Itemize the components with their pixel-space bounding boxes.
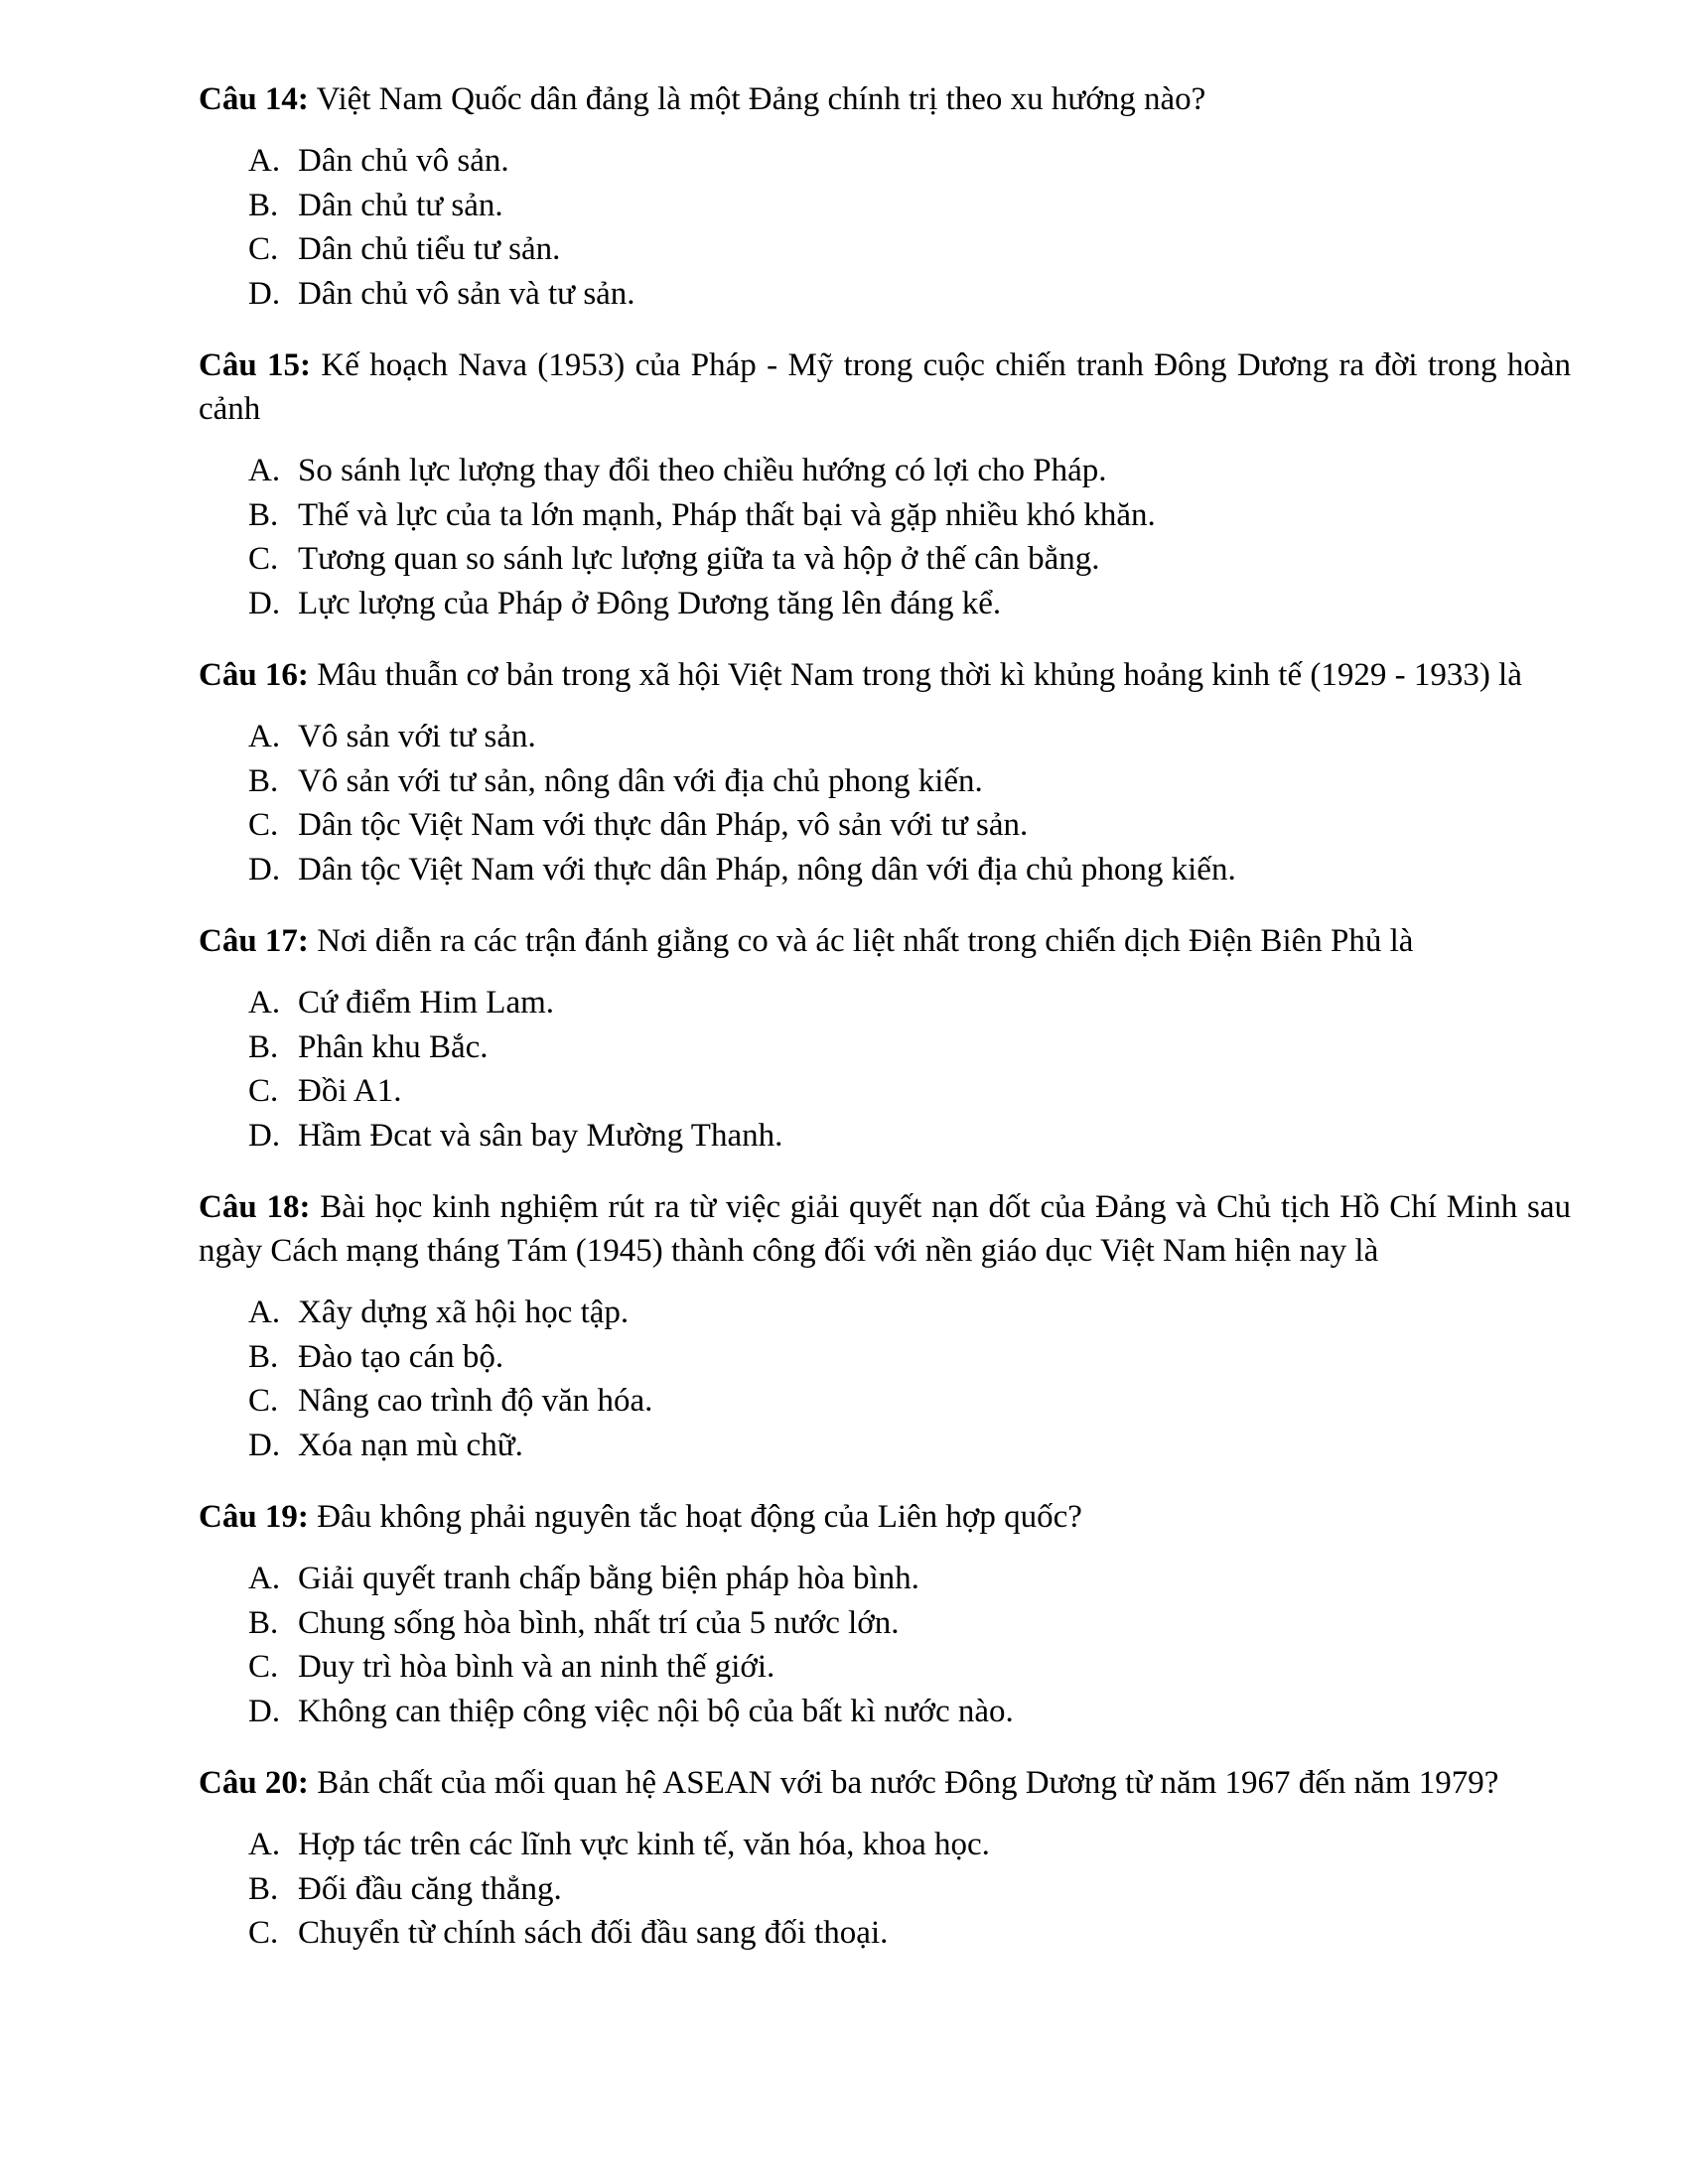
answer-option <box>248 139 1571 184</box>
option-text: Tương quan so sánh lực lượng giữa ta và hộp ở thế cân bằng. <box>298 541 1100 577</box>
question-stem <box>199 77 1571 121</box>
option-letter: A. <box>248 143 281 179</box>
answer-option <box>248 1379 1571 1424</box>
answer-options <box>199 1291 1571 1467</box>
answer-options <box>199 139 1571 316</box>
question-stem <box>199 653 1571 697</box>
answer-option <box>248 1069 1571 1114</box>
answer-option <box>248 1823 1571 1867</box>
question-number: Câu 19: <box>199 1499 309 1535</box>
option-text: Hợp tác trên các lĩnh vực kinh tế, văn hóa, khoa học. <box>298 1827 990 1862</box>
answer-option <box>248 272 1571 317</box>
option-text: Xóa nạn mù chữ. <box>298 1427 523 1463</box>
option-letter: A. <box>248 1827 281 1862</box>
question-number: Câu 18: <box>199 1189 311 1225</box>
option-letter: C. <box>248 231 279 267</box>
question-block <box>199 343 1571 625</box>
document-page <box>199 77 1571 1983</box>
answer-option <box>248 1645 1571 1690</box>
option-letter: C. <box>248 1915 279 1951</box>
option-letter: C. <box>248 541 279 577</box>
question-number: Câu 20: <box>199 1765 309 1801</box>
option-text: So sánh lực lượng thay đổi theo chiều hướng có lợi cho Pháp. <box>298 453 1107 488</box>
option-letter: B. <box>248 187 279 223</box>
question-block <box>199 919 1571 1158</box>
option-letter: D. <box>248 1117 281 1154</box>
answer-option <box>248 1690 1571 1734</box>
question-text: Mâu thuẫn cơ bản trong xã hội Việt Nam trong thời kì khủng hoảng kinh tế (1929 - 1933) là <box>317 657 1522 693</box>
answer-option <box>248 1911 1571 1956</box>
option-letter: B. <box>248 1028 279 1065</box>
option-text: Thế và lực của ta lớn mạnh, Pháp thất bại và gặp nhiều khó khăn. <box>298 496 1156 533</box>
answer-option <box>248 1025 1571 1070</box>
option-letter: A. <box>248 453 281 488</box>
option-letter: A. <box>248 1561 281 1596</box>
option-letter: C. <box>248 807 279 843</box>
answer-option <box>248 715 1571 759</box>
answer-option <box>248 1867 1571 1912</box>
option-text: Hầm Đcat và sân bay Mường Thanh. <box>298 1117 783 1154</box>
question-stem <box>199 1761 1571 1805</box>
question-text: Việt Nam Quốc dân đảng là một Đảng chính trị theo xu hướng nào? <box>316 81 1206 117</box>
answer-option <box>248 449 1571 493</box>
answer-option <box>248 493 1571 538</box>
option-letter: D. <box>248 585 281 621</box>
question-block <box>199 1185 1571 1467</box>
option-letter: C. <box>248 1649 279 1685</box>
answer-options <box>199 981 1571 1158</box>
option-text: Dân chủ vô sản. <box>298 143 509 179</box>
option-letter: A. <box>248 719 281 754</box>
option-text: Xây dựng xã hội học tập. <box>298 1295 630 1330</box>
question-stem <box>199 343 1571 431</box>
answer-options <box>199 1823 1571 1956</box>
question-block <box>199 653 1571 891</box>
answer-option <box>248 1424 1571 1468</box>
question-text: Nơi diễn ra các trận đánh giằng co và ác liệt nhất trong chiến dịch Điện Biên Phủ là <box>317 923 1414 959</box>
question-number: Câu 14: <box>199 81 309 117</box>
answer-option <box>248 1601 1571 1646</box>
answer-option <box>248 582 1571 626</box>
option-letter: B. <box>248 1338 279 1375</box>
answer-options <box>199 449 1571 625</box>
option-letter: B. <box>248 496 279 533</box>
answer-option <box>248 227 1571 272</box>
answer-options <box>199 1557 1571 1733</box>
answer-option <box>248 981 1571 1025</box>
option-text: Đào tạo cán bộ. <box>298 1338 504 1375</box>
answer-option <box>248 803 1571 848</box>
question-stem <box>199 1495 1571 1539</box>
option-text: Đồi A1. <box>298 1073 402 1109</box>
answer-option <box>248 1557 1571 1601</box>
answer-option <box>248 1335 1571 1380</box>
answer-option <box>248 184 1571 228</box>
option-text: Cứ điểm Him Lam. <box>298 985 555 1021</box>
option-text: Lực lượng của Pháp ở Đông Dương tăng lên đáng kể. <box>298 585 1002 621</box>
option-letter: D. <box>248 1693 281 1729</box>
option-text: Dân tộc Việt Nam với thực dân Pháp, vô sản với tư sản. <box>298 807 1029 843</box>
option-letter: C. <box>248 1073 279 1109</box>
question-text: Kế hoạch Nava (1953) của Pháp - Mỹ trong cuộc chiến tranh Đông Dương ra đời trong hoàn cảnh <box>199 347 1571 427</box>
question-number: Câu 17: <box>199 923 309 959</box>
question-stem <box>199 1185 1571 1273</box>
question-number: Câu 15: <box>199 347 312 383</box>
option-letter: A. <box>248 1295 281 1330</box>
option-letter: B. <box>248 1870 279 1907</box>
question-text: Đâu không phải nguyên tắc hoạt động của Liên hợp quốc? <box>317 1499 1082 1535</box>
option-text: Đối đầu căng thẳng. <box>298 1870 562 1907</box>
option-text: Chung sống hòa bình, nhất trí của 5 nước lớn. <box>298 1604 900 1641</box>
option-letter: C. <box>248 1383 279 1419</box>
answer-option <box>248 848 1571 892</box>
question-number: Câu 16: <box>199 657 309 693</box>
option-text: Phân khu Bắc. <box>298 1028 489 1065</box>
answer-option <box>248 1291 1571 1335</box>
question-stem <box>199 919 1571 963</box>
answer-option <box>248 759 1571 804</box>
option-text: Dân chủ tư sản. <box>298 187 503 223</box>
answer-option <box>248 1114 1571 1159</box>
option-text: Nâng cao trình độ văn hóa. <box>298 1383 653 1419</box>
answer-options <box>199 715 1571 891</box>
option-letter: A. <box>248 985 281 1021</box>
answer-option <box>248 537 1571 582</box>
option-text: Dân chủ vô sản và tư sản. <box>298 275 635 312</box>
option-letter: D. <box>248 851 281 887</box>
option-text: Vô sản với tư sản. <box>298 719 536 754</box>
option-text: Giải quyết tranh chấp bằng biện pháp hòa bình. <box>298 1561 919 1596</box>
option-text: Chuyển từ chính sách đối đầu sang đối thoại. <box>298 1915 889 1951</box>
option-letter: B. <box>248 1604 279 1641</box>
option-letter: D. <box>248 1427 281 1463</box>
question-text: Bài học kinh nghiệm rút ra từ việc giải quyết nạn dốt của Đảng và Chủ tịch Hồ Chí Minh sau ngày Cách mạng tháng Tám (1945) thành công đối với nền giáo dục Việt Nam hiện nay là <box>199 1189 1571 1269</box>
option-text: Không can thiệp công việc nội bộ của bất kì nước nào. <box>298 1693 1014 1729</box>
question-text: Bản chất của mối quan hệ ASEAN với ba nước Đông Dương từ năm 1967 đến năm 1979? <box>317 1765 1499 1801</box>
question-block <box>199 77 1571 316</box>
option-text: Vô sản với tư sản, nông dân với địa chủ phong kiến. <box>298 762 983 799</box>
option-letter: B. <box>248 762 279 799</box>
question-block <box>199 1495 1571 1733</box>
option-text: Dân chủ tiểu tư sản. <box>298 231 561 267</box>
option-text: Duy trì hòa bình và an ninh thế giới. <box>298 1649 775 1685</box>
option-letter: D. <box>248 275 281 312</box>
question-block <box>199 1761 1571 1956</box>
option-text: Dân tộc Việt Nam với thực dân Pháp, nông dân với địa chủ phong kiến. <box>298 851 1236 887</box>
